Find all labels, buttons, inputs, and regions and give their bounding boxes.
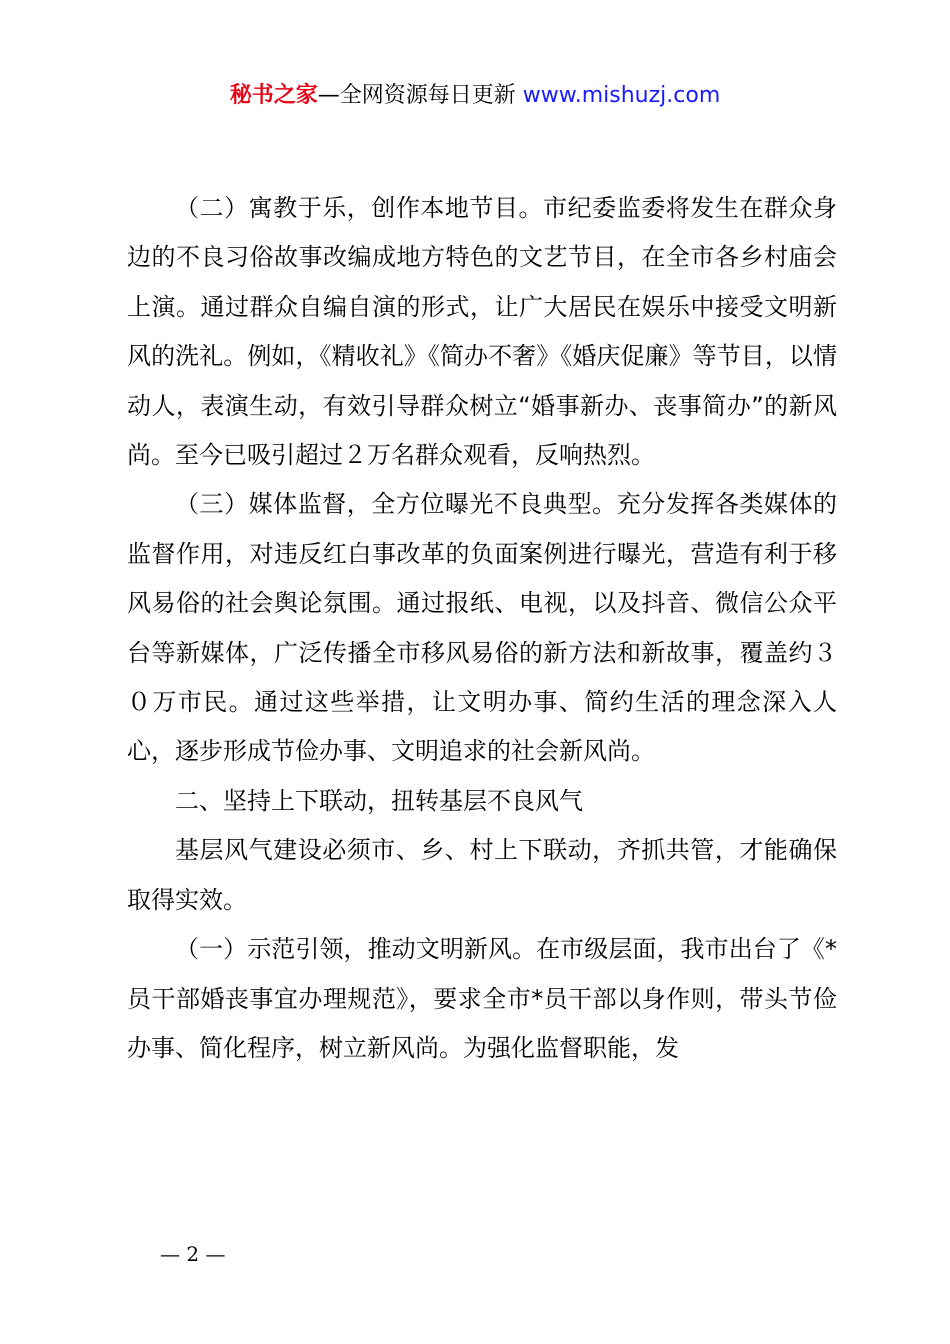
brand-name: 秘书之家	[229, 83, 318, 108]
page-number: — 2 —	[160, 1242, 226, 1266]
paragraph-subsection-1: （一）示范引领，推动文明新风。在市级层面，我市出台了《*员干部婚丧事宜办理规范》，要求全市*员干部以身作则，带头节俭办事、简化程序，树立新风尚。为强化监督职能，发	[127, 935, 837, 1062]
document-body	[127, 184, 837, 1073]
paragraph-intro: 基层风气建设必须市、乡、村上下联动，齐抓共管，才能确保取得实效。	[127, 836, 837, 914]
paragraph-section-2: （二）寓教于乐，创作本地节目。市纪委监委将发生在群众身边的不良习俗故事改编成地方特色的文艺节目，在全市各乡村庙会上演。通过群众自编自演的形式，让广大居民在娱乐中接受文明新风的洗礼。例如，《精收礼》《简办不奢》《婚庆促廉》等节目，以情动人，表演生动，有效引导群众树立“婚事新办、丧事简办”的新风尚。至今已吸引超过２万名群众观看，反响热烈。	[127, 194, 837, 470]
header-tagline: —全网资源每日更新	[317, 83, 523, 108]
site-header	[0, 80, 950, 112]
site-url-link[interactable]: www.mishuzj.com	[522, 83, 721, 108]
section-heading: 二、坚持上下联动，扭转基层不良风气	[175, 786, 583, 815]
paragraph-section-3: （三）媒体监督，全方位曝光不良典型。充分发挥各类媒体的监督作用，对违反红白事改革的负面案例进行曝光，营造有利于移风易俗的社会舆论氛围。通过报纸、电视，以及抖音、微信公众平台等新媒体，广泛传播全市移风易俗的新方法和新故事，覆盖约３０万市民。通过这些举措，让文明办事、简约生活的理念深入人心，逐步形成节俭办事、文明追求的社会新风尚。	[127, 490, 837, 766]
